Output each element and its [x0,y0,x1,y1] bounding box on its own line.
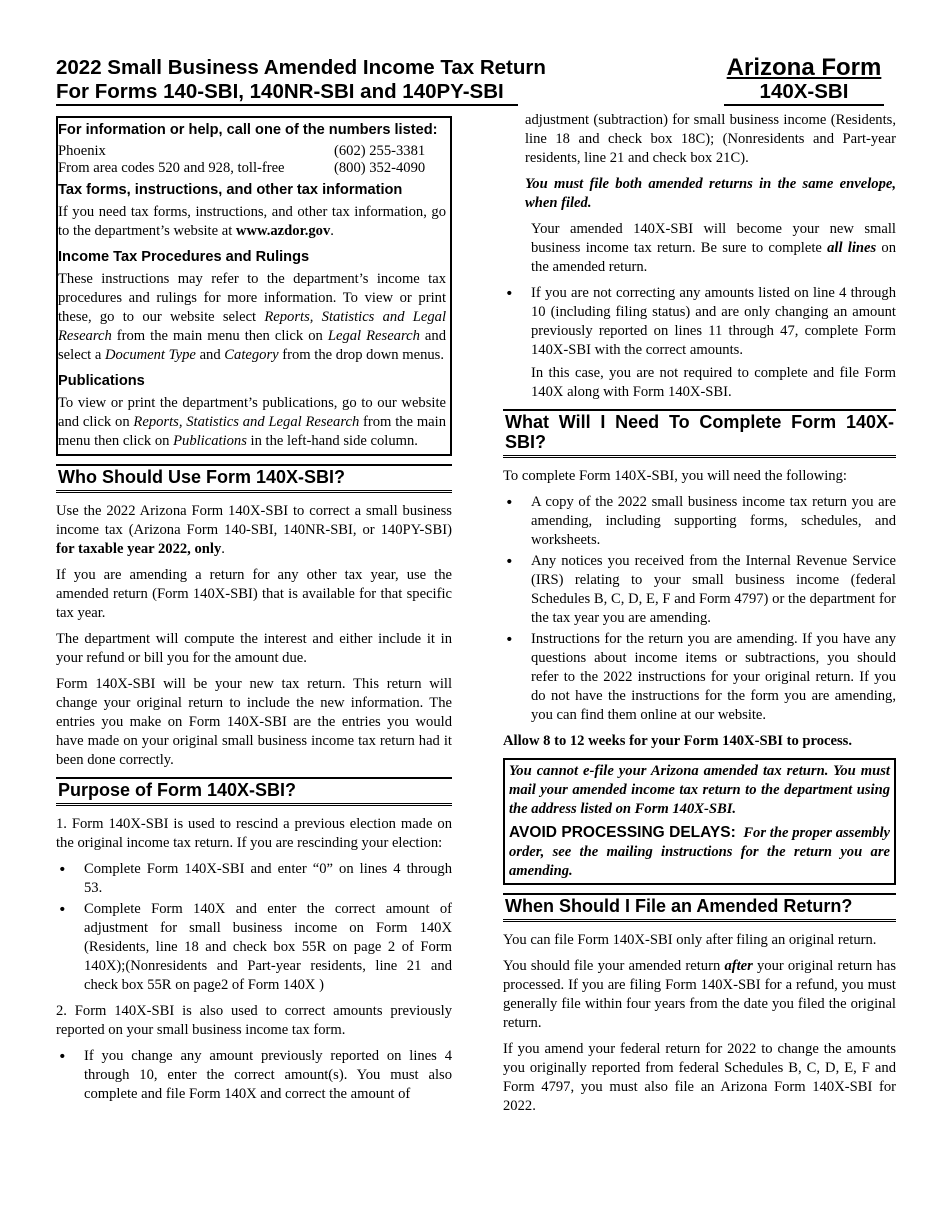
purpose-heading: Purpose of Form 140X-SBI? [56,777,452,806]
form-rule [724,104,884,106]
who-should-use-heading: Who Should Use Form 140X-SBI? [56,464,452,493]
must-file-note: You must file both amended returns in the same envelope, when filed. [525,176,896,211]
when-file-heading: When Should I File an Amended Return? [503,893,896,922]
list-item: • If you change any amount previously reported on lines 4 through 10, enter the correct amount(s). You must also complete and file Form 140X and correct the amount of [56,1047,452,1104]
phone-row [58,143,446,160]
procedures-text: These instructions may refer to the department’s income tax procedures and rulings for more information. To view or print these, go to our website select Reports, Statistics and Legal Research from the main menu then click on Legal Research and select a Document Type and Category from the drop down menus. [58,271,447,363]
who-p4: Form 140X-SBI will be your new tax return. This return will change your original return to include the new information. The entries you make on Form 140X-SBI are the entries you would have made on your original small business income tax return had it been done correctly. [56,676,452,768]
bullet3-note: In this case, you are not required to complete and file Form 140X along with Form 140X-SBI. [531,365,896,400]
title-rule [56,104,518,106]
list-item: • Complete Form 140X and enter the correct amount of adjustment for small business income on Form 140X (Residents, line 18 and check box 55R on page 2 of Form 140X);(Nonresidents and Part-year residents, line 21 and check box 55R on page2 of Form 140X ) [56,900,452,995]
procedures-heading: Income Tax Procedures and Rulings [58,249,310,265]
left-column [56,116,452,1106]
efile-notice: You cannot e-file your Arizona amended tax return. You must mail your amended income tax return to the department using the address listed on Form 140X-SBI. [509,763,890,817]
right-column [503,111,896,1123]
purpose-bullet-continued: adjustment (subtraction) for small business income (Residents, line 18 and check box 18C); (Nonresidents and Part-year residents, line 21 and check box 21C). [525,112,896,166]
avoid-delays: AVOID PROCESSING DELAYS: For the proper assembly order, see the mailing instructions for the return you are amending. [509,824,891,879]
purpose-list-2 [56,1047,452,1104]
publications-heading: Publications [58,373,145,389]
allow-weeks: Allow 8 to 12 weeks for your Form 140X-SBI to process. [503,733,853,749]
who-p1: Use the 2022 Arizona Form 140X-SBI to correct a small business income tax (Arizona Form 140-SBI, 140NR-SBI, or 140PY-SBI) for taxable year 2022, only. [56,503,452,557]
phone-number: (800) 352-4090 [334,160,426,176]
when-p2: You should file your amended return after your original return has processed. If you are filing Form 140X-SBI for a refund, you must generally file within four years from the date you filed the original return. [503,958,896,1031]
who-p2: If you are amending a return for any other tax year, use the amended return (Form 140X-SBI) that is available for that specific tax year. [56,567,452,621]
page-title [56,56,546,104]
list-item: • A copy of the 2022 small business income tax return you are amending, including supporting forms, schedules, and worksheets. [503,493,896,550]
what-need-heading: What Will I Need To Complete Form 140X-SBI? [503,409,896,458]
form-number: 140X-SBI [759,80,849,103]
tax-forms-heading: Tax forms, instructions, and other tax information [58,182,403,198]
list-item: • Complete Form 140X-SBI and enter “0” on lines 4 through 53. [56,860,452,898]
purpose-list-3 [503,284,896,360]
purpose-p2: 2. Form 140X-SBI is also used to correct amounts previously reported on your small business income tax form. [56,1003,452,1038]
tax-forms-text: If you need tax forms, instructions, and other tax information, go to the department’s website at www.azdor.gov. [58,204,446,239]
list-item: • If you are not correcting any amounts listed on line 4 through 10 (including filing status) and are only changing an amount previously reported on lines 11 through 47, complete Form 140X-SBI with the correct amounts. [503,284,896,360]
purpose-list-1 [56,860,452,995]
phone-label: Phoenix [58,143,106,159]
phone-label: From area codes 520 and 928, toll-free [58,160,285,176]
when-p3: If you amend your federal return for 2022 to change the amounts you originally reported from federal Schedules B, C, D, E, F and Form 4797, you must also file an Arizona Form 140X-SBI for 2022. [503,1041,896,1114]
list-item: • Any notices you received from the Internal Revenue Service (IRS) relating to your small business income (federal Schedules B, C, D, E, F and Form 4797) or the department for the tax year you are amending. [503,552,896,628]
purpose-p1: 1. Form 140X-SBI is used to rescind a previous election made on the original income tax return. If you are rescinding your election: [56,816,452,851]
form-label: Arizona Form [726,54,882,81]
website-link[interactable]: www.azdor.gov [235,223,331,239]
publications-text: To view or print the department’s publications, go to our website and click on Reports, Statistics and Legal Research from the main menu then click on Publications in the left-hand side column. [58,395,447,449]
phone-number: (602) 255-3381 [334,143,426,159]
phone-row [58,160,446,177]
info-box [56,116,452,456]
form-id [724,56,884,104]
who-p3: The department will compute the interest and either include it in your refund or bill you for the amount due. [56,631,452,666]
title-line-2: For Forms 140-SBI, 140NR-SBI and 140PY-SBI [56,80,504,103]
when-p1: You can file Form 140X-SBI only after filing an original return. [503,932,877,948]
title-line-1: 2022 Small Business Amended Income Tax Return [56,56,546,79]
what-need-intro: To complete Form 140X-SBI, you will need the following: [503,468,847,484]
efile-notice-box [503,758,896,885]
list-item: • Instructions for the return you are amending. If you have any questions about income items or subtractions, you should refer to the 2022 instructions for your original return. If you do not have the instructions for the form you are amending, you can find them online at our website. [503,630,896,725]
info-heading: For information or help, call one of the numbers listed: [58,122,438,138]
what-need-list [503,493,896,725]
new-return-note: Your amended 140X-SBI will become your new small business income tax return. Be sure to complete all lines on the amended return. [531,221,896,275]
